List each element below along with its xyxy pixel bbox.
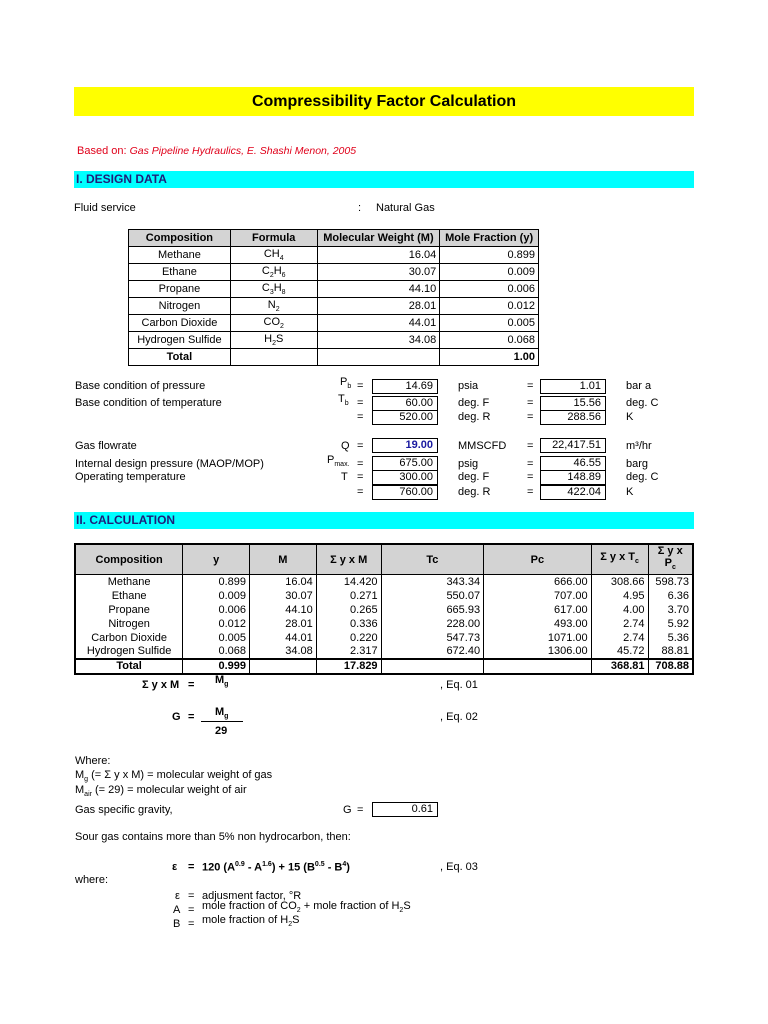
cell-formula: $CO_2$ xyxy=(230,315,317,332)
flow-m3-cell[interactable]: 22,417.51 xyxy=(540,438,606,453)
cell-y: 0.006 xyxy=(440,281,539,298)
op-temp-f-cell[interactable]: 300.00 xyxy=(372,470,438,485)
cell-value: 2.74 xyxy=(591,631,648,645)
table-row xyxy=(75,575,693,589)
cell-mw: 44.10 xyxy=(317,281,440,298)
total-label: Total xyxy=(129,349,231,366)
unit: psia xyxy=(458,380,479,392)
cell-formula: $N_2$ xyxy=(230,298,317,315)
equals: = xyxy=(357,804,364,816)
eq03-ref: , Eq. 03 xyxy=(440,861,478,873)
cell-composition: Nitrogen xyxy=(129,298,231,315)
unit: bar a xyxy=(626,380,652,392)
base-pressure-psia-cell[interactable]: 14.69 xyxy=(372,379,438,394)
cell-value: 0.012 xyxy=(183,617,250,631)
cell-value: 2.317 xyxy=(316,645,381,659)
cell-composition: Hydrogen Sulfide xyxy=(75,645,183,659)
total-value: 0.999 xyxy=(183,659,250,674)
cell-value: 666.00 xyxy=(484,575,592,589)
cell-value: 707.00 xyxy=(484,589,592,603)
def-symbol: A xyxy=(173,904,181,916)
cell-value: 6.36 xyxy=(648,589,693,603)
cell-value: 3.70 xyxy=(648,603,693,617)
equals: = xyxy=(357,486,364,498)
base-temp-f-cell[interactable]: 60.00 xyxy=(372,396,438,411)
title-bar xyxy=(74,87,694,116)
equals: = xyxy=(527,440,534,452)
cell-formula: $CH_4$ xyxy=(230,247,317,264)
equals: = xyxy=(188,861,195,873)
cell-composition: Methane xyxy=(129,247,231,264)
total-value xyxy=(484,659,592,674)
cell-value: 5.36 xyxy=(648,631,693,645)
cell-mw: 28.01 xyxy=(317,298,440,315)
table-row xyxy=(129,332,539,349)
equals: = xyxy=(527,486,534,498)
col-header: Σ y x $P_c$ xyxy=(648,544,693,575)
cell-value: 4.00 xyxy=(591,603,648,617)
col-header: M xyxy=(250,544,317,575)
unit: m³/hr xyxy=(626,440,652,452)
reference-text: Gas Pipeline Hydraulics, E. Shashi Menon, 2005 xyxy=(129,145,357,157)
cell-formula: $C_3H_8$ xyxy=(230,281,317,298)
eq03-rhs: 120 $(A^{0.9} - A^{1.6}) + 15$ $(B^{0.5} - B^4)$ xyxy=(202,861,350,874)
table-row xyxy=(75,617,693,631)
eq02-denominator: 29 xyxy=(215,725,228,737)
equals: = xyxy=(527,471,534,483)
cell-value: 0.006 xyxy=(183,603,250,617)
cell-value: 0.009 xyxy=(183,589,250,603)
def-symbol: B xyxy=(173,918,181,930)
unit: deg. R xyxy=(458,486,491,498)
equals: = xyxy=(527,458,534,470)
cell-mw: 44.01 xyxy=(317,315,440,332)
design-pressure-psig-cell[interactable]: 675.00 xyxy=(372,456,438,471)
unit: deg. F xyxy=(458,397,490,409)
table-total-row xyxy=(129,349,539,366)
cell-value: 14.420 xyxy=(316,575,381,589)
unit: deg. R xyxy=(458,411,491,423)
cell-value: 550.07 xyxy=(381,589,484,603)
table-row xyxy=(129,281,539,298)
table-header-row xyxy=(75,544,693,575)
reference-prefix: Based on: xyxy=(77,145,127,157)
sg-label: Gas specific gravity, xyxy=(75,804,173,816)
cell-value: 4.95 xyxy=(591,589,648,603)
op-temp-k-cell[interactable]: 422.04 xyxy=(540,485,606,500)
base-temp-label: Base condition of temperature xyxy=(75,397,222,409)
reference-line xyxy=(77,145,356,157)
equals: = xyxy=(527,380,534,392)
cell-value: 30.07 xyxy=(250,589,317,603)
total-value: 17.829 xyxy=(316,659,381,674)
cell-value: 2.74 xyxy=(591,617,648,631)
base-temp-r-cell[interactable]: 520.00 xyxy=(372,410,438,425)
col-header: Pc xyxy=(484,544,592,575)
cell-value: 88.81 xyxy=(648,645,693,659)
cell-value: 34.08 xyxy=(250,645,317,659)
eq01-lhs: Σ y x M xyxy=(142,679,180,691)
total-value: 708.88 xyxy=(648,659,693,674)
page-title: Compressibility Factor Calculation xyxy=(251,93,517,110)
cell-value: 1071.00 xyxy=(484,631,592,645)
cell-composition: Ethane xyxy=(75,589,183,603)
cell-mw: 16.04 xyxy=(317,247,440,264)
def-symbol: ε xyxy=(175,890,180,902)
where-line-2: $M_{air}$ (= 29) = molecular weight of air xyxy=(75,784,247,799)
cell-value: 1306.00 xyxy=(484,645,592,659)
table-total-row xyxy=(75,659,693,674)
design-pressure-barg-cell[interactable]: 46.55 xyxy=(540,456,606,471)
col-header: Mole Fraction (y) xyxy=(440,230,539,247)
eq03-lhs: ε xyxy=(172,861,178,873)
eq01-rhs: $M_g$ xyxy=(215,674,229,689)
table-row xyxy=(129,298,539,315)
base-pressure-symbol: $P_b$ xyxy=(340,376,352,391)
cell-composition: Carbon Dioxide xyxy=(129,315,231,332)
equals: = xyxy=(188,679,195,691)
calculation-table xyxy=(74,543,694,675)
cell-value: 16.04 xyxy=(250,575,317,589)
fluid-service-sep: : xyxy=(358,202,362,214)
table-row xyxy=(129,247,539,264)
sg-value-cell[interactable]: 0.61 xyxy=(372,802,438,817)
fluid-service-label: Fluid service xyxy=(74,202,136,214)
eq02-ref: , Eq. 02 xyxy=(440,711,478,723)
cell-value: 0.899 xyxy=(183,575,250,589)
def-text: mole fraction of $CO_2$ + mole fraction of $H_2S$ xyxy=(202,900,411,915)
where2-title: where: xyxy=(75,874,109,886)
op-temp-c-cell[interactable]: 148.89 xyxy=(540,470,606,485)
unit: deg. F xyxy=(458,471,490,483)
col-header: Composition xyxy=(129,230,231,247)
flow-input-cell[interactable]: 19.00 xyxy=(372,438,438,453)
cell-composition: Carbon Dioxide xyxy=(75,631,183,645)
col-header: Molecular Weight (M) xyxy=(317,230,440,247)
fluid-service-value: Natural Gas xyxy=(376,202,435,214)
base-pressure-bar-cell[interactable]: 1.01 xyxy=(540,379,606,394)
table-row xyxy=(75,645,693,659)
cell-y: 0.012 xyxy=(440,298,539,315)
cell-value: 0.220 xyxy=(316,631,381,645)
cell-y: 0.005 xyxy=(440,315,539,332)
cell-value: 5.92 xyxy=(648,617,693,631)
where-title: Where: xyxy=(75,755,111,767)
col-header: Σ y x M xyxy=(316,544,381,575)
cell-value: 308.66 xyxy=(591,575,648,589)
total-y: 1.00 xyxy=(440,349,539,366)
cell-composition: Nitrogen xyxy=(75,617,183,631)
col-header: Formula xyxy=(230,230,317,247)
base-temp-symbol: $T_b$ xyxy=(338,393,349,408)
flow-label: Gas flowrate xyxy=(75,440,137,452)
equals: = xyxy=(188,711,195,723)
cell-y: 0.009 xyxy=(440,264,539,281)
op-temp-r-cell[interactable]: 760.00 xyxy=(372,485,438,500)
cell-value: 665.93 xyxy=(381,603,484,617)
cell-value: 0.271 xyxy=(316,589,381,603)
base-temp-c-cell[interactable]: 15.56 xyxy=(540,396,606,411)
cell-value: 598.73 xyxy=(648,575,693,589)
equals: = xyxy=(527,411,534,423)
equals: = xyxy=(357,471,364,483)
flow-symbol: Q xyxy=(341,440,350,452)
equals: = xyxy=(188,904,195,916)
cell-value: 672.40 xyxy=(381,645,484,659)
design-pressure-label: Internal design pressure (MAOP/MOP) xyxy=(75,458,264,470)
equals: = xyxy=(357,458,364,470)
cell-composition: Propane xyxy=(75,603,183,617)
col-header: Composition xyxy=(75,544,183,575)
cell-value: 343.34 xyxy=(381,575,484,589)
table-row xyxy=(75,589,693,603)
cell-y: 0.068 xyxy=(440,332,539,349)
cell-composition: Propane xyxy=(129,281,231,298)
cell-composition: Hydrogen Sulfide xyxy=(129,332,231,349)
where-line-1: $M_g$ (= Σ y x M) = molecular weight of gas xyxy=(75,769,273,784)
table-row xyxy=(129,315,539,332)
def-text: mole fraction of $H_2S$ xyxy=(202,914,300,929)
eq02-numerator: $M_g$ xyxy=(215,706,229,721)
sour-gas-note: Sour gas contains more than 5% non hydrocarbon, then: xyxy=(75,831,351,843)
cell-composition: Ethane xyxy=(129,264,231,281)
eq02-lhs: G xyxy=(172,711,181,723)
cell-value: 28.01 xyxy=(250,617,317,631)
fraction-line xyxy=(201,721,243,722)
unit: K xyxy=(626,486,634,498)
unit: K xyxy=(626,411,634,423)
table-row xyxy=(129,264,539,281)
op-temp-symbol: T xyxy=(341,471,348,483)
section-calculation xyxy=(74,512,694,529)
table-row xyxy=(75,631,693,645)
op-temp-label: Operating temperature xyxy=(75,471,186,483)
cell-formula: $H_2S$ xyxy=(230,332,317,349)
unit: psig xyxy=(458,458,479,470)
total-value xyxy=(381,659,484,674)
cell-mw: 34.08 xyxy=(317,332,440,349)
cell-value: 44.01 xyxy=(250,631,317,645)
cell-composition: Methane xyxy=(75,575,183,589)
equals: = xyxy=(357,411,364,423)
eq01-ref: , Eq. 01 xyxy=(440,679,478,691)
unit: deg. C xyxy=(626,471,659,483)
table-row xyxy=(75,603,693,617)
unit: MMSCFD xyxy=(458,440,507,452)
def-text: adjusment factor, °R xyxy=(202,890,302,902)
base-pressure-label: Base condition of pressure xyxy=(75,380,206,392)
design-pressure-symbol: $P_{max.}$ xyxy=(327,454,350,469)
cell-mw: 30.07 xyxy=(317,264,440,281)
section-design-data xyxy=(74,171,694,188)
cell-value: 0.068 xyxy=(183,645,250,659)
cell-value: 617.00 xyxy=(484,603,592,617)
sg-symbol: G xyxy=(343,804,352,816)
section-title: I. DESIGN DATA xyxy=(76,172,167,186)
section-title: II. CALCULATION xyxy=(76,513,176,527)
equals: = xyxy=(357,397,364,409)
equals: = xyxy=(188,918,195,930)
base-temp-k-cell[interactable]: 288.56 xyxy=(540,410,606,425)
equals: = xyxy=(527,397,534,409)
total-label: Total xyxy=(75,659,183,674)
cell-value: 0.005 xyxy=(183,631,250,645)
total-value xyxy=(250,659,317,674)
cell-value: 44.10 xyxy=(250,603,317,617)
cell-value: 0.336 xyxy=(316,617,381,631)
cell-value: 0.265 xyxy=(316,603,381,617)
composition-table xyxy=(128,229,539,366)
equals: = xyxy=(357,440,364,452)
cell-value: 45.72 xyxy=(591,645,648,659)
cell-formula: $C_2H_6$ xyxy=(230,264,317,281)
total-value: 368.81 xyxy=(591,659,648,674)
unit: deg. C xyxy=(626,397,659,409)
col-header: y xyxy=(183,544,250,575)
table-header-row xyxy=(129,230,539,247)
cell-y: 0.899 xyxy=(440,247,539,264)
cell-value: 547.73 xyxy=(381,631,484,645)
equals: = xyxy=(188,890,195,902)
equals: = xyxy=(357,380,364,392)
col-header: Σ y x $T_c$ xyxy=(591,544,648,575)
unit: barg xyxy=(626,458,649,470)
col-header: Tc xyxy=(381,544,484,575)
cell-value: 228.00 xyxy=(381,617,484,631)
cell-value: 493.00 xyxy=(484,617,592,631)
